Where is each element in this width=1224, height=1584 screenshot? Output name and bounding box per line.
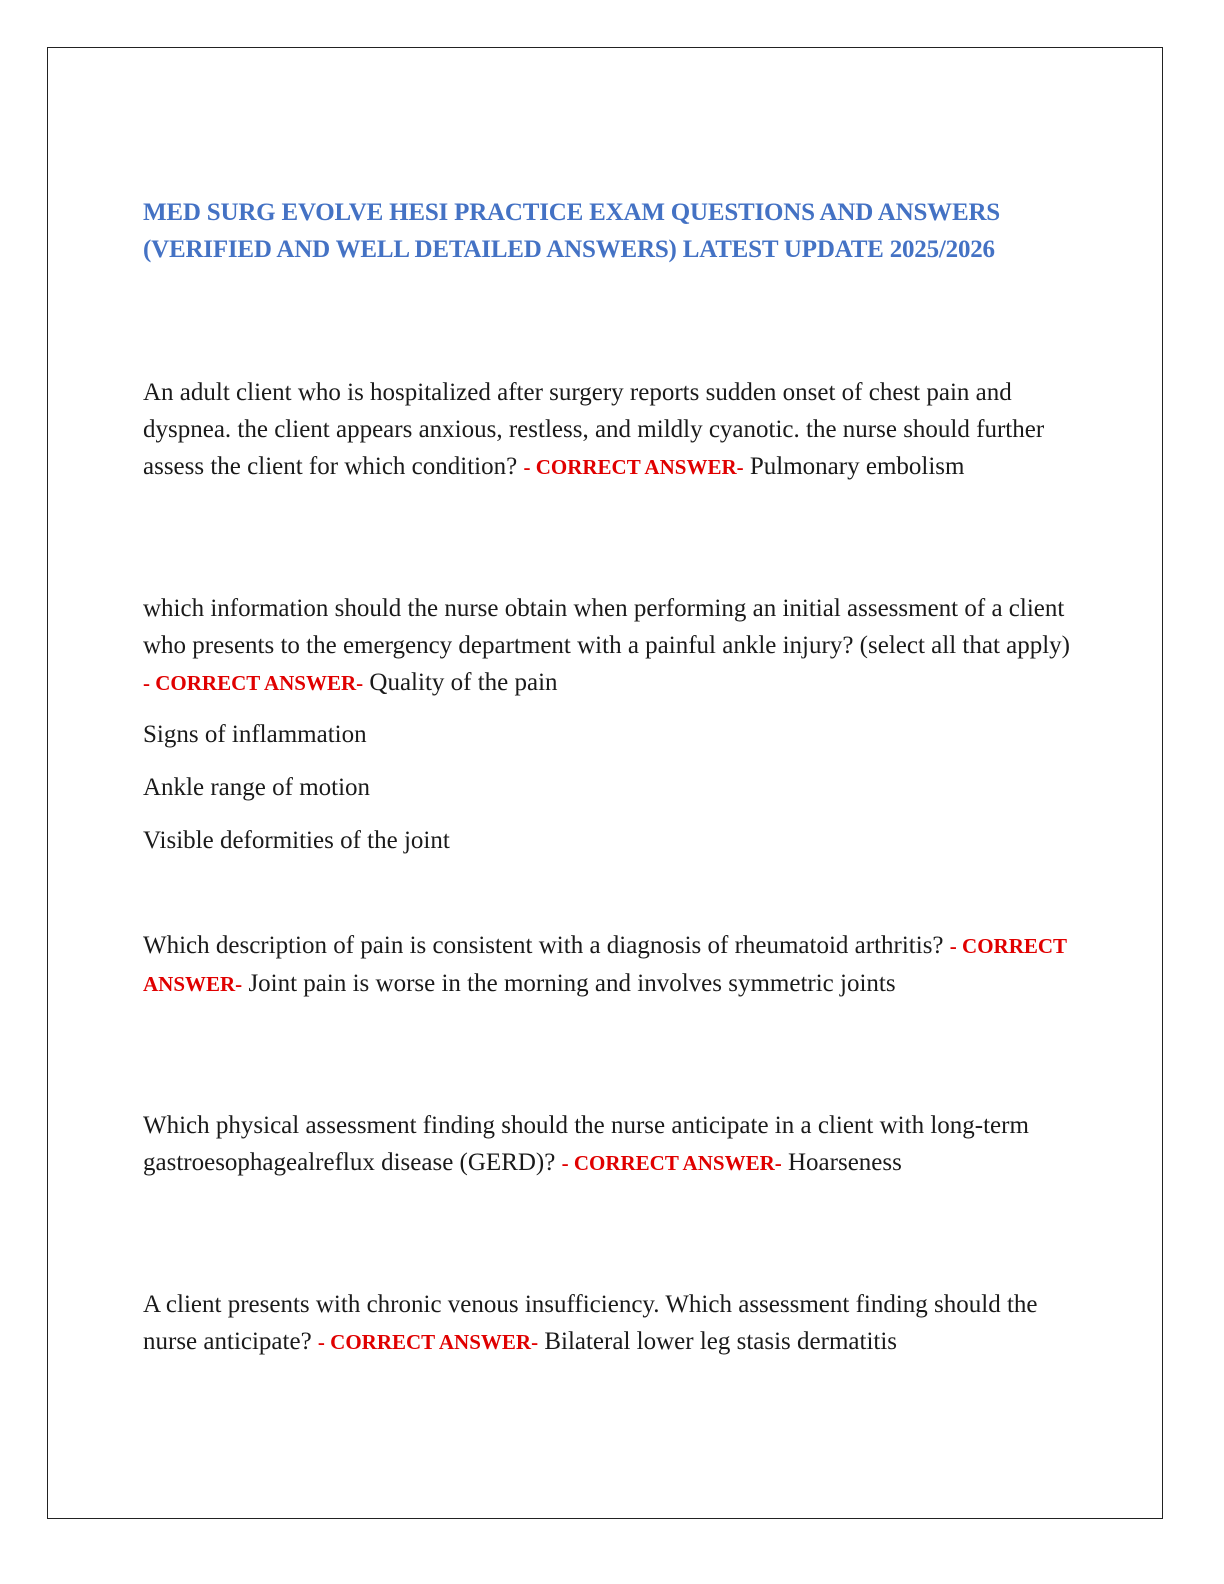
answer-text: Pulmonary embolism <box>749 453 965 480</box>
answer-text: Quality of the pain <box>369 669 558 696</box>
qa-item-3 <box>143 927 1083 1003</box>
qa-item-5 <box>143 1286 1083 1361</box>
correct-answer-label: - CORRECT ANSWER- <box>143 671 364 695</box>
qa-item-2 <box>143 590 1083 702</box>
answer-text: Joint pain is worse in the morning and involves symmetric joints <box>248 970 896 997</box>
document-header <box>143 194 1083 268</box>
answer-option: Signs of inflammation <box>143 721 367 748</box>
correct-answer-label: - CORRECT ANSWER- <box>523 455 744 479</box>
question-text: which information should the nurse obtain when performing an initial assessment of a client who presents to the emergency department with a painful ankle injury? (select all that apply) <box>143 595 1071 659</box>
document-title: MED SURG EVOLVE HESI PRACTICE EXAM QUESTIONS AND ANSWERS (VERIFIED AND WELL DETAILED ANSWERS) LATEST UPDATE 2025/2026 <box>143 199 1001 263</box>
answer-text: Hoarseness <box>788 1149 902 1176</box>
qa-item-1 <box>143 374 1083 486</box>
correct-answer-label: - CORRECT ANSWER- <box>143 934 1067 996</box>
answer-text: Bilateral lower leg stasis dermatitis <box>544 1328 898 1355</box>
question-text: A client presents with chronic venous insufficiency. Which assessment finding should the nurse anticipate? <box>143 1291 1038 1355</box>
question-text: Which description of pain is consistent with a diagnosis of rheumatoid arthritis? <box>143 932 944 959</box>
answer-option: Ankle range of motion <box>143 774 371 801</box>
qa-item-4 <box>143 1107 1083 1182</box>
question-text: An adult client who is hospitalized after surgery reports sudden onset of chest pain and dyspnea. the client appears anxious, restless, and mildly cyanotic. the nurse should further assess the client for which condition? <box>143 379 1045 480</box>
answer-option: Visible deformities of the joint <box>143 827 450 854</box>
question-text: Which physical assessment finding should the nurse anticipate in a client with long-term gastroesophagealreflux disease (GERD)? <box>143 1112 1029 1176</box>
correct-answer-label: - CORRECT ANSWER- <box>317 1330 539 1354</box>
correct-answer-label: - CORRECT ANSWER- <box>561 1151 782 1175</box>
